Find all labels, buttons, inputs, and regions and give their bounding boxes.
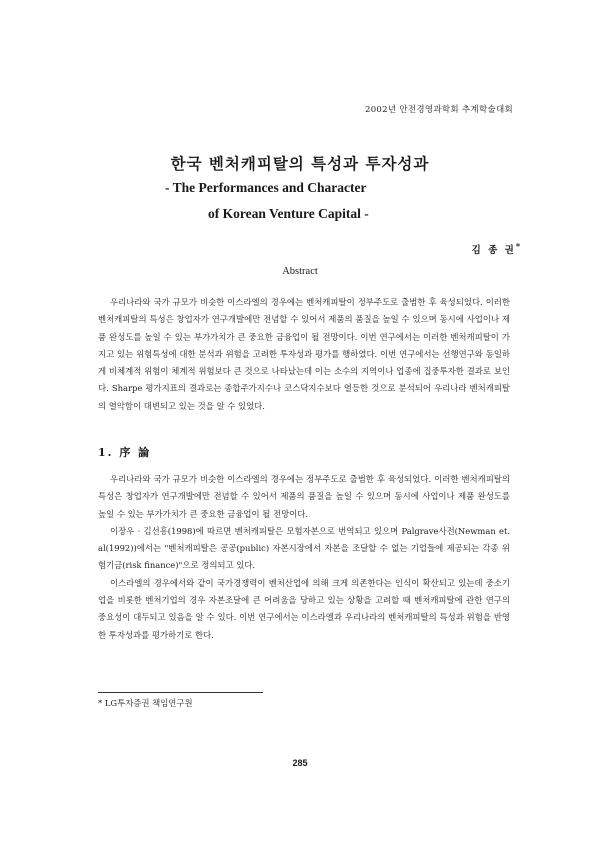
title-english-line2: of Korean Venture Capital - [208,206,369,221]
running-head: 2002년 안전경영과학회 추계학술대회 [365,105,513,115]
title-english-line1: - The Performances and Character [165,180,367,195]
title-korean: 한국 벤처캐피탈의 특성과 투자성과 [170,154,430,173]
section-body [98,471,510,644]
paragraph: 우리나라와 국가 규모가 비슷한 이스라엘의 경우에는 정부주도로 출범한 후 육성되었다. 이러한 벤처캐피탈의 특성은 창업자가 연구개발에만 전념할 수 있어서 제품의 품질을 높일 수 있으며 동시에 사업이나 제품 완성도를 높일 수 있는 부가가치가 큰 중요한 금융업이 될 전망이다. [98,474,510,519]
section-heading-introduction: 1. 序 論 [98,446,152,459]
paragraph: 이스라엘의 경우에서와 같이 국가경쟁력이 벤처산업에 의해 크게 의존한다는 인식이 확산되고 있는데 중소기업을 비롯한 벤처기업의 경우 자본조달에 큰 어려움을 당하고 있는 상황을 고려할 때 벤처캐피탈에 관한 연구의 중요성이 대두되고 있음을 알 수 있다. 이번 연구에서는 이스라엘과 우리나라의 벤처캐피탈의 특성과 위험을 반영한 투자성과를 평가하기로 한다. [98,577,510,640]
abstract-heading: Abstract [282,266,318,277]
author [472,241,520,256]
footnote-divider [98,692,263,693]
footnote: * LG투자증권 책임연구원 [98,698,193,708]
paragraph: 이장우 · 김선흥(1998)에 따르면 벤처캐피탈은 모험자본으로 번역되고 있으며 Palgrave사전(Newman et. al(1992))에서는 "벤처캐피탈은 공공(public) 자본시장에서 자본을 조달할 수 없는 기업들에 제공되는 각종 위험기금(risk finance)"으로 정의되고 있다. [98,525,510,571]
page-number: 285 [292,758,308,768]
author-name: 김 종 권 [471,245,516,257]
abstract-text: 우리나라와 국가 규모가 비슷한 이스라엘의 경우에는 벤처캐피탈이 정부주도로 출범한 후 육성되었다. 이러한 벤처캐피탈의 특성은 창업자가 연구개발에만 전념할 수 있어서 제품의 품질을 높일 수 있으며 동시에 사업이나 제품 완성도를 높일 수 있는 부가가치가 큰 중요한 금융업이 될 전망이다. 이번 연구에서는 이러한 벤처캐피탈이 가지고 있는 위험특성에 대한 분석과 위험을 고려한 투자성과 평가를 행하였다. 이번 연구에서는 선행연구와 동일하게 비체계적 위험이 체계적 위험보다 큰 것으로 나타났는데 이는 소수의 지역이나 업종에 집중투자한 결과로 보인다. Sharpe 평가지표의 결과로는 종합주가지수나 코스닥지수보다 열등한 것으로 분석되어 우리나라 벤처캐피탈의 열악함이 대변되고 있는 것을 알 수 있었다. [98,297,510,411]
author-footnote-mark: * [515,241,520,251]
